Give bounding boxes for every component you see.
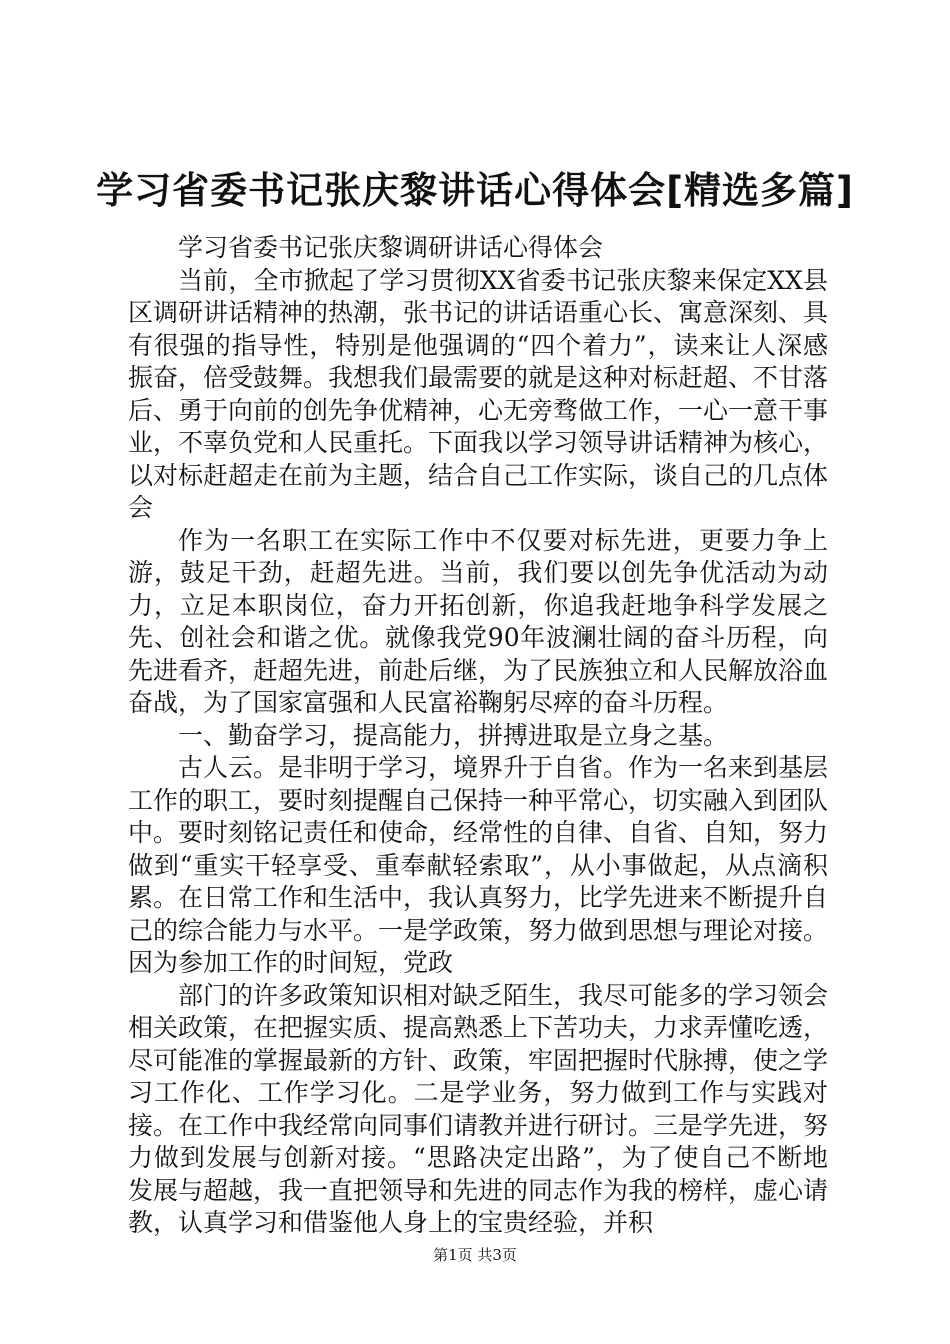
body-paragraph: 作为一名职工在实际工作中不仅要对标先进，更要力争上游，鼓足干劲，赶超先进。当前，我们要以创先争优活动为动力，立足本职岗位，奋力开拓创新，你追我赶地争科学发展之先、创社会和谐之优。就像我党90年波澜壮阔的奋斗历程，向先进看齐，赶超先进，前赴后继，为了民族独立和人民解放浴血奋战，为了国家富强和人民富裕鞠躬尽瘁的奋斗历程。 <box>128 525 829 717</box>
page-number: 第1页 共3页 <box>433 1246 517 1264</box>
document-title: 学习省委书记张庆黎讲话心得体会[精选多篇] <box>96 169 854 212</box>
document-body <box>128 232 828 1240</box>
body-paragraph: 古人云。是非明于学习，境界升于自省。作为一名来到基层工作的职工，要时刻提醒自己保持一种平常心，切实融入到团队中。要时刻铭记责任和使命，经常性的自律、自省、自知，努力做到“重实干轻享受、重奉献轻索取”，从小事做起，从点滴积累。在日常工作和生活中，我认真努力，比学先进来不断提升自己的综合能力与水平。一是学政策，努力做到思想与理论对接。因为参加工作的时间短，党政 <box>128 753 829 977</box>
subtitle-paragraph: 学习省委书记张庆黎调研讲话心得体会 <box>178 233 604 262</box>
body-paragraph: 当前，全市掀起了学习贯彻XX省委书记张庆黎来保定XX县区调研讲话精神的热潮，张书记的讲话语重心长、寓意深刻、具有很强的指导性，特别是他强调的“四个着力”，读来让人深感振奋，倍受鼓舞。我想我们最需要的就是这种对标赶超、不甘落后、勇于向前的创先争优精神，心无旁骛做工作，一心一意干事业，不辜负党和人民重托。下面我以学习领导讲话精神为核心，以对标赶超走在前为主题，结合自己工作实际，谈自己的几点体会 <box>128 265 829 522</box>
body-paragraph: 部门的许多政策知识相对缺乏陌生，我尽可能多的学习领会相关政策，在把握实质、提高熟悉上下苦功夫，力求弄懂吃透，尽可能准的掌握最新的方针、政策，牢固把握时代脉搏，使之学习工作化、工作学习化。二是学业务，努力做到工作与实践对接。在工作中我经常向同事们请教并进行研讨。三是学先进，努力做到发展与创新对接。“思路决定出路”，为了使自己不断地发展与超越，我一直把领导和先进的同志作为我的榜样，虚心请教，认真学习和借鉴他人身上的宝贵经验，并积 <box>128 980 829 1237</box>
section-heading: 一、勤奋学习，提高能力，拼搏进取是立身之基。 <box>178 720 729 750</box>
